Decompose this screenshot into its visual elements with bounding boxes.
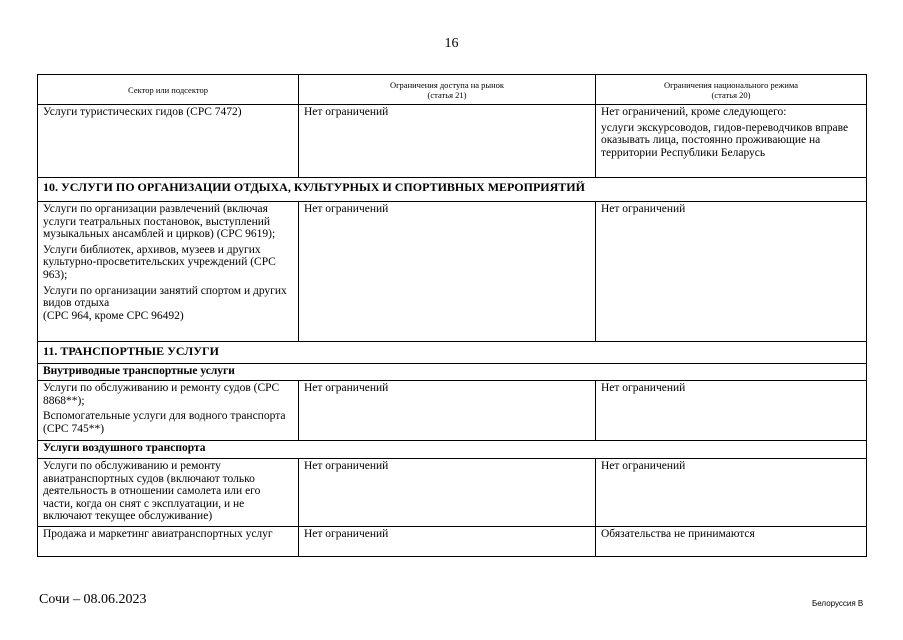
section-heading-10: 10. УСЛУГИ ПО ОРГАНИЗАЦИИ ОТДЫХА, КУЛЬТУРНЫХ И СПОРТИВНЫХ МЕРОПРИЯТИЙ [38, 178, 867, 202]
commitments-table [37, 74, 867, 557]
market-access-cell: Нет ограничений [299, 459, 596, 527]
table-row [38, 202, 867, 342]
subsection-heading-air: Услуги воздушного транспорта [38, 441, 867, 459]
national-treatment-cell: Нет ограничений [596, 381, 867, 441]
sector-cell: Услуги по организации развлечений (включая услуги театральных постановок, выступлений музыкальных ансамблей и цирков) (CPC 9619); Услуги библиотек, архивов, музеев и других культурно-просветительских учреждений (CPC 963); Услуги по организации занятий спортом и других видов отдыха (CPC 964, кроме CPC 96492) [38, 202, 299, 342]
national-treatment-cell: Нет ограничений [596, 459, 867, 527]
footer-country-label: Белоруссия В [812, 599, 864, 608]
subsection-row [38, 441, 867, 459]
page-number: 16 [444, 36, 459, 51]
header-sector: Сектор или подсектор [38, 75, 299, 105]
table-row [38, 105, 867, 178]
header-market-access-article: (статья 21) [427, 89, 467, 100]
market-access-cell: Нет ограничений [299, 381, 596, 441]
national-treatment-cell: Обязательства не принимаются [596, 527, 867, 557]
header-national-treatment [596, 75, 867, 105]
market-access-cell: Нет ограничений [299, 527, 596, 557]
table-row [38, 527, 867, 557]
section-row [38, 342, 867, 364]
market-access-cell: Нет ограничений [299, 105, 596, 178]
sector-cell: Продажа и маркетинг авиатранспортных услуг [38, 527, 299, 557]
section-row [38, 178, 867, 202]
sector-cell: Услуги туристических гидов (CPC 7472) [38, 105, 299, 178]
subsection-row [38, 364, 867, 381]
header-market-access [299, 75, 596, 105]
header-national-treatment-title: Ограничения национального режима [663, 79, 799, 90]
market-access-cell: Нет ограничений [299, 202, 596, 342]
footer-place-date: Сочи – 08.06.2023 [39, 592, 147, 607]
national-treatment-cell: Нет ограничений, кроме следующего: услуги экскурсоводов, гидов-переводчиков вправе оказывать лица, постоянно проживающие на территории Республики Беларусь [596, 105, 867, 178]
national-treatment-cell: Нет ограничений [596, 202, 867, 342]
section-heading-11: 11. ТРАНСПОРТНЫЕ УСЛУГИ [38, 342, 867, 364]
sector-cell: Услуги по обслуживанию и ремонту судов (CPC 8868**); Вспомогательные услуги для водного транспорта (CPC 745**) [38, 381, 299, 441]
subsection-heading-inland: Внутриводные транспортные услуги [38, 364, 867, 381]
sector-cell: Услуги по обслуживанию и ремонту авиатранспортных судов (включают только деятельность в отношении самолета или его части, когда он снят с эксплуатации, и не включают текущее обслуживание) [38, 459, 299, 527]
header-market-access-title: Ограничения доступа на рынок [389, 79, 505, 90]
table-row [38, 459, 867, 527]
table-row [38, 381, 867, 441]
table-header-row [38, 75, 867, 105]
header-national-treatment-article: (статья 20) [711, 89, 751, 100]
